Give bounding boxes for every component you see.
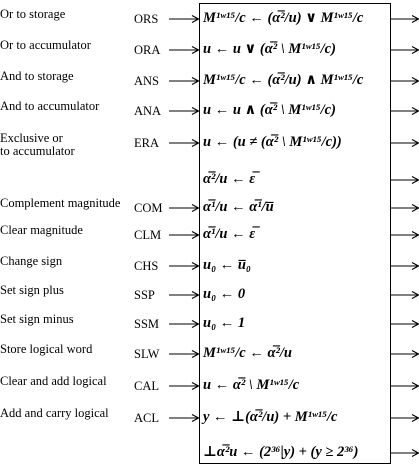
output-arrow — [391, 319, 419, 329]
operation-expression: u ← (u ≠ (α̅² \ M¹ʷ¹⁵/c)) — [203, 134, 342, 150]
operation-expression: u ← α̅² \ M¹ʷ¹⁵/c — [203, 377, 300, 393]
mnemonic-label: SLW — [134, 347, 160, 361]
output-arrow — [391, 290, 419, 300]
input-arrow — [169, 106, 199, 116]
instruction-row — [0, 441, 419, 469]
mnemonic-label: ANS — [134, 74, 160, 88]
input-arrow — [169, 261, 199, 271]
input-arrow — [169, 45, 199, 55]
operation-expression: u ← u ∧ (α̅² \ M¹ʷ¹⁵/c) — [203, 102, 336, 118]
input-arrow — [169, 230, 199, 240]
instruction-row — [0, 38, 419, 66]
operation-expression: M¹ʷ¹⁵/c ← α̅²/u — [203, 345, 292, 361]
input-arrow — [169, 381, 199, 391]
output-arrow — [391, 203, 419, 213]
operation-expression: α̅²/u ← ε̅ — [203, 171, 256, 187]
input-arrow — [169, 14, 199, 24]
mnemonic-label: ACL — [134, 411, 159, 425]
mnemonic-label: ANA — [134, 104, 162, 118]
output-arrow — [391, 230, 419, 240]
operation-expression: u₀ ← 0 — [203, 286, 246, 302]
operation-expression: u₀ ← u̅₀ — [203, 257, 251, 273]
input-arrow — [169, 349, 199, 359]
mnemonic-label: CAL — [134, 379, 159, 393]
output-arrow — [391, 175, 419, 185]
output-arrow — [391, 261, 419, 271]
mnemonic-label: ORA — [134, 43, 161, 57]
input-arrow — [169, 319, 199, 329]
operation-expression: ⊥α̅²u ← (2³⁶|y) + (y ≥ 2³⁶) — [203, 444, 359, 460]
output-arrow — [391, 349, 419, 359]
input-arrow — [169, 138, 199, 148]
instruction-row — [0, 342, 419, 370]
mnemonic-label: COM — [134, 201, 163, 215]
instruction-row — [0, 374, 419, 402]
instruction-row — [0, 168, 419, 196]
instruction-row — [0, 223, 419, 251]
mnemonic-label: SSM — [134, 317, 160, 331]
mnemonic-label: CHS — [134, 259, 159, 273]
mnemonic-label: CLM — [134, 228, 162, 242]
instruction-row — [0, 406, 419, 434]
instruction-row — [0, 312, 419, 340]
operation-name: Or to storage — [0, 7, 66, 21]
operation-name: Exclusive or — [0, 131, 63, 145]
instruction-row — [0, 99, 419, 127]
operation-expression: u₀ ← 1 — [203, 315, 246, 331]
output-arrow — [391, 413, 419, 423]
output-arrow — [391, 14, 419, 24]
output-arrow — [391, 138, 419, 148]
input-arrow — [169, 290, 199, 300]
operation-name: Set sign minus — [0, 312, 74, 326]
operation-name: Clear magnitude — [0, 223, 83, 237]
operation-name: Add and carry logical — [0, 406, 109, 420]
operation-name: And to accumulator — [0, 99, 100, 113]
instruction-row — [0, 254, 419, 282]
instruction-row — [0, 69, 419, 97]
mnemonic-label: SSP — [134, 288, 155, 302]
operation-expression: M¹ʷ¹⁵/c ← (α̅²/u) ∨ M¹ʷ¹⁵/c — [203, 10, 364, 26]
output-arrow — [391, 45, 419, 55]
output-arrow — [391, 106, 419, 116]
operation-name: Or to accumulator — [0, 38, 91, 52]
instruction-row — [0, 196, 419, 224]
operation-expression: u ← u ∨ (α̅² \ M¹ʷ¹⁵/c) — [203, 41, 336, 57]
output-arrow — [391, 448, 419, 458]
instruction-row — [0, 7, 419, 35]
input-arrow — [169, 76, 199, 86]
output-arrow — [391, 76, 419, 86]
operation-name: And to storage — [0, 69, 74, 83]
operation-expression: α̅¹/u ← ε̅ — [203, 226, 256, 242]
operation-name: Set sign plus — [0, 283, 64, 297]
instruction-row — [0, 283, 419, 311]
mnemonic-label: ORS — [134, 12, 159, 26]
mnemonic-label: ERA — [134, 136, 159, 150]
operation-name: Complement magnitude — [0, 196, 121, 210]
operation-name: Change sign — [0, 254, 63, 268]
operation-expression: α̅¹/u ← α̅¹/u̅ — [203, 199, 274, 215]
operation-expression: y ← ⊥(α̅²/u) + M¹ʷ¹⁵/c — [203, 409, 338, 425]
input-arrow — [169, 413, 199, 423]
input-arrow — [169, 203, 199, 213]
instruction-row — [0, 131, 419, 159]
operation-name: to accumulator — [0, 144, 75, 158]
operation-name: Clear and add logical — [0, 374, 107, 388]
operation-expression: M¹ʷ¹⁵/c ← (α̅²/u) ∧ M¹ʷ¹⁵/c — [203, 72, 364, 88]
output-arrow — [391, 381, 419, 391]
operation-name: Store logical word — [0, 342, 93, 356]
